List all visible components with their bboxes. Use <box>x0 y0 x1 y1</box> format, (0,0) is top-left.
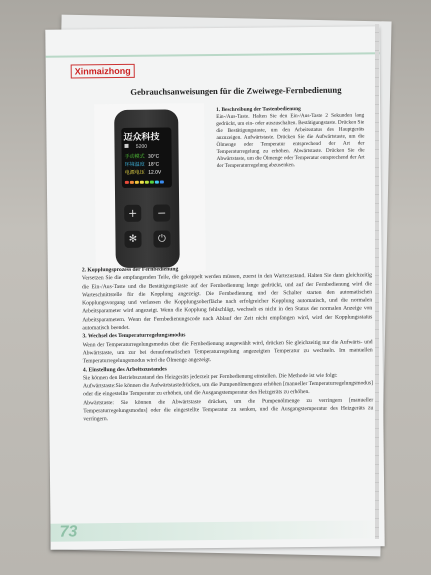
section-3-heading: 3. Wechsel des Temperaturregelungsmodus <box>82 332 186 340</box>
plus-button[interactable]: + <box>124 205 141 222</box>
top-rule <box>46 52 380 57</box>
section-1-heading: 1. Beschreibung der Tastenbedienung <box>216 106 301 113</box>
section-4-up: Aufwärtstaste:Sie können die Aufwärtstastedrücken, um die Pumpenölmengezu erhöhen [manueller Temperaturregelungsmodus] oder die eingestellte Temperatur zu erhöhen, und die Ausgangstemperatur des Heizgeräts zu erhöhen. <box>82 380 374 398</box>
level-bars <box>125 181 164 184</box>
screen-value-1: 5200 <box>135 143 148 150</box>
fuel-icon <box>124 144 128 148</box>
section-3-text: Wenn der Temperaturregelungsmodus über die Fernbedienung ausgewählt wird, drücken Sie gleichzeitig nur die Aufwärts- und Abwärtstaste, um zur bei deraufomatischen Temperaturregelung angezeigten Temperatur zu wechseln. Im manuellen Temperaturregelungsmodus wird die Ölmenge angezeigt. <box>82 339 373 365</box>
minus-button[interactable]: − <box>153 204 170 221</box>
section-4-heading: 4. Einstellung des Arbeitszustandes <box>82 366 167 373</box>
remote-photo <box>94 103 206 272</box>
section-2-text: Versetzen Sie die empfangenden Teile, die gekoppelt werden müssen, zuerst in den Wartezustand. Halten Sie dann gleichzeitig die Ein-/Aus-Taste und die Bestätigungstaste auf der Fernbedienung lange gedrückt, und auf der Fernbedienung wird die Warteschnittstelle für die Kopplung angezeigt. Die Fernbedienung und der Schalter starten den automatischen Kopplungsvorgang und verlassen die Kopplungsoberfläche nach erfolgreicher Kopplung automatisch, und die normalen Arbeitsparameter wird angezeigt. Wenn die Kopplung fehlschlägt, wechselt es nicht in den Status der normalen Anzeige von Arbeitsparametern. Wenn der Fernbedienungscode nach Ablauf der Zeit nicht empfangen wird, wird der Kopplungsstatus automatisch beendet. <box>81 272 373 332</box>
main-text <box>82 263 374 424</box>
page-title: Gebrauchsanweisungen für die Zweiwege-Fernbedienung <box>130 84 342 97</box>
screen-brand: 迈众科技 <box>123 131 160 142</box>
section-2-heading: 2. Kopplungsprozess der Fernbedienung <box>81 266 179 274</box>
fan-button[interactable]: ✻ <box>124 231 141 248</box>
section-1-text: Ein-/Aus-Taste. Halten Sie den Ein-/Aus-Taste 2 Sekunden lang gedrückt, um ein- oder auszuschalten. Bestätigungstaste. Drücken Sie die Bestätigungstaste, um den Arbeitsstatus des Hauptgeräts anzuzeigen. Aufwärtstaste. Drücken Sie die Aufwärtstaste, um die Ölmenge oder Temperatur entsprechend der Art der Temperaturregelung zu erhöhen. Abwärtstaste. Drücken Sie die Abwärtstaste, um die Ölmenge oder Temperatur entsprechend der Art der Temperaturregelung abzusenken. <box>216 112 365 170</box>
screen-value-2: 30°C <box>147 153 160 160</box>
screen-value-4: 12.0V <box>148 169 162 176</box>
remote-screen <box>121 127 172 188</box>
screen-label-4: 电源电压 <box>124 169 145 176</box>
screen-label-3: 环境温度 <box>124 161 145 168</box>
remote-control <box>114 109 180 268</box>
section-4-intro: Sie können den Betriebszustand des Heizgeräts jederzeit per Fernbedienung einstellen. Die Methode ist wie folgt: <box>82 372 338 382</box>
manual-page <box>45 26 384 549</box>
screen-label-2: 手动模式 <box>124 153 145 160</box>
screen-value-3: 18°C <box>148 161 160 168</box>
section-1 <box>216 105 365 170</box>
footer-band <box>50 520 384 541</box>
page-number: 73 <box>59 523 78 541</box>
binder-edge <box>375 24 379 539</box>
power-button[interactable]: ⏻ <box>153 230 170 247</box>
brand-logo: Xinmaizhong <box>71 64 135 79</box>
section-4-down: Abwärtstaste: Sie können die Abwärtstaste drücken, um die Pumpenölmenge zu verringern [manueller Temperaturregelungsmodus] oder die eingestellte Temperatur zu senken, und die Ausgangstemperatur des Heizgeräts zu verringern. <box>83 397 374 423</box>
